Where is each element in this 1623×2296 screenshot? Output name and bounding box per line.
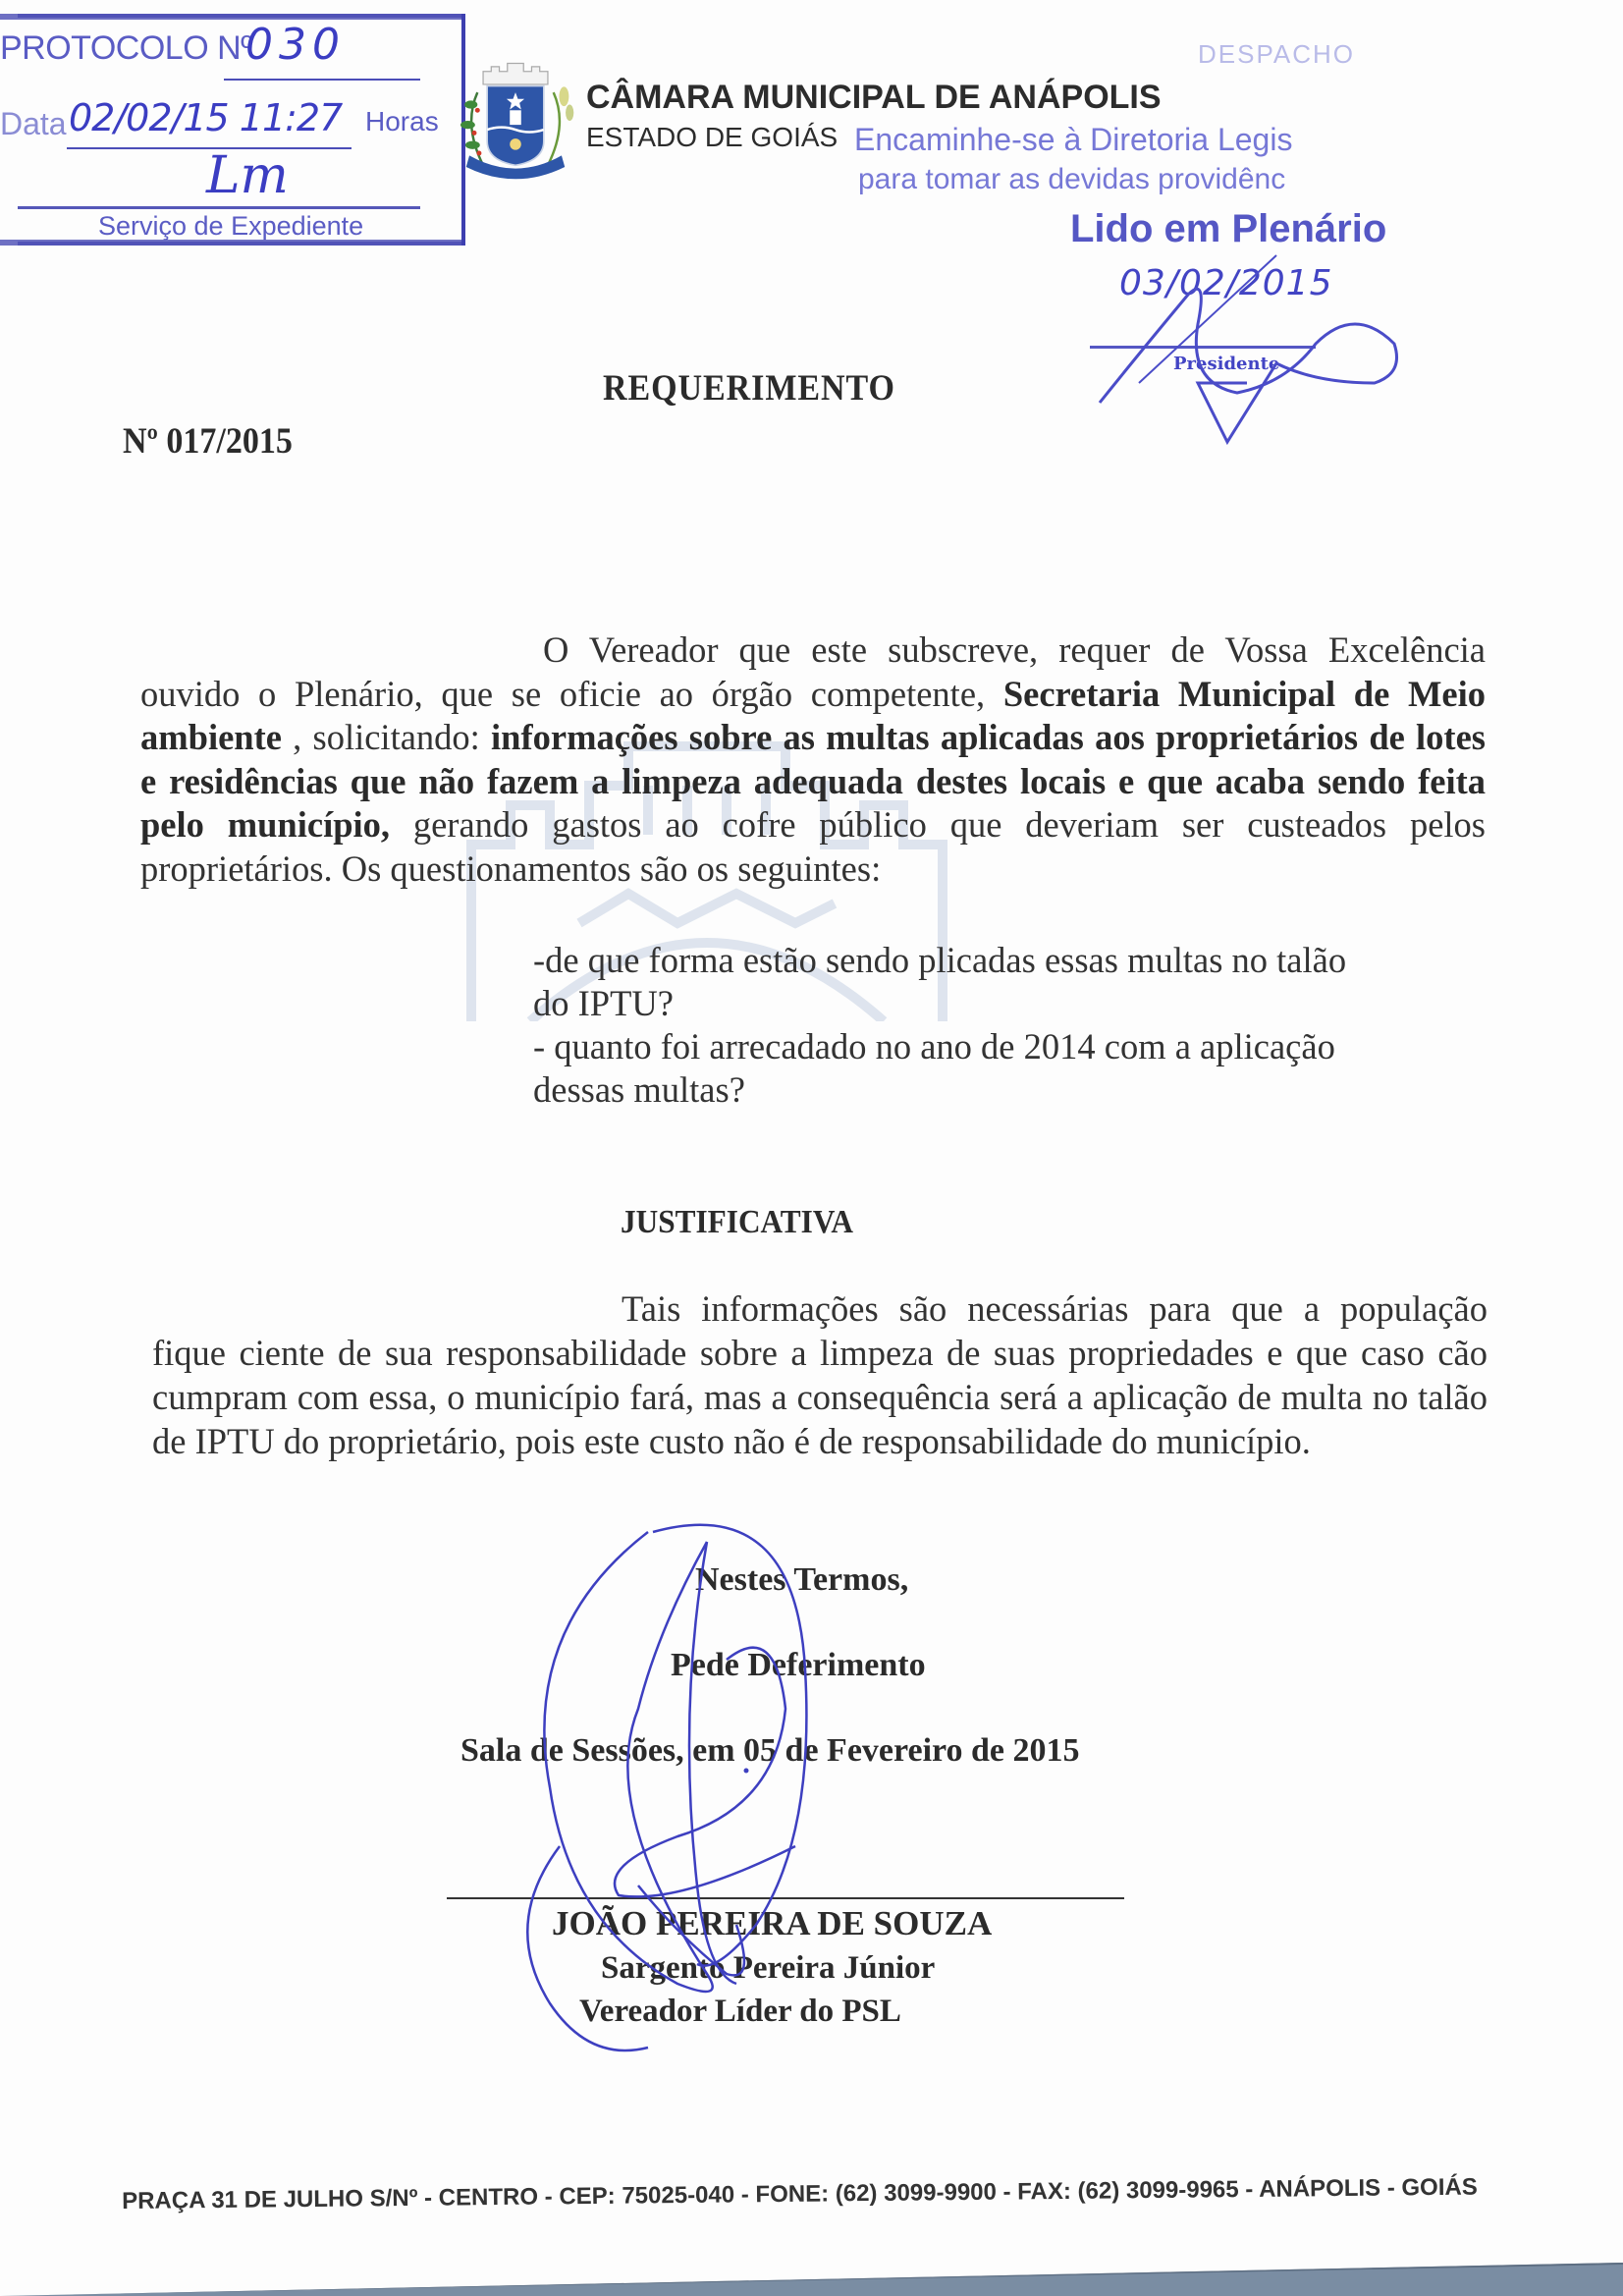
footer-address: PRAÇA 31 DE JULHO S/Nº - CENTRO - CEP: 75025-040 - FONE: (62) 3099-9900 - FAX: (62) 3099-9965 - ANÁPOLIS - GOIÁS — [122, 2173, 1478, 2214]
dispatch-stamp-line-2: para tomar as devidas providênc — [858, 163, 1286, 195]
stamp-border-top — [0, 14, 461, 20]
signer-alias: Sargento Pereira Júnior — [601, 1950, 936, 1986]
protocol-date: 02/02/15 — [69, 96, 229, 139]
request-paragraph — [140, 629, 1486, 891]
request-text-end: gerando gastos ao cofre público que deveriam ser custeados pelos proprietários. Os questionamentos são os seguintes: — [140, 804, 1486, 889]
organization-state: ESTADO DE GOIÁS — [586, 122, 839, 152]
plenary-signature-label: Presidente — [1173, 354, 1280, 374]
protocol-number-underline — [224, 79, 420, 81]
protocol-hours-label: Horas — [365, 106, 439, 137]
signer-name: JOÃO PEREIRA DE SOUZA — [552, 1904, 993, 1942]
organization-name: CÂMARA MUNICIPAL DE ANÁPOLIS — [586, 79, 1162, 116]
question-line: dessas multas? — [533, 1069, 745, 1110]
request-text-solicit: , solicitando: — [281, 717, 492, 757]
dispatch-stamp-title: DESPACHO — [1198, 39, 1355, 69]
justification-title: JUSTIFICATIVA — [621, 1204, 853, 1240]
plenary-read-stamp: Lido em Plenário — [1070, 207, 1387, 250]
coffee-branch-icon — [460, 92, 483, 165]
president-signature-icon — [1080, 236, 1404, 452]
dispatch-stamp-line-1: Encaminhe-se à Diretoria Legis — [854, 122, 1293, 157]
protocol-number: 030 — [245, 20, 346, 70]
closing-request: Pede Deferimento — [671, 1647, 926, 1683]
protocol-label: PROTOCOLO Nº — [0, 29, 253, 67]
document-title: REQUERIMENTO — [603, 368, 895, 409]
closing-terms: Nestes Termos, — [695, 1561, 909, 1598]
handwritten-signature-icon — [481, 1512, 992, 2062]
questions-list — [533, 939, 1476, 1112]
signer-role: Vereador Líder do PSL — [579, 1994, 901, 2029]
request-agency: Secretaria Municipal de Meio ambiente — [140, 673, 1487, 757]
closing-place-date: Sala de Sessões, em 05 de Fevereiro de 2015 — [460, 1732, 1080, 1769]
protocol-date-time — [69, 96, 342, 139]
request-text-intro: O Vereador que este subscreve, requer de Vossa Excelência ouvido o Plenário, que se oficie ao órgão competente, — [140, 629, 1486, 714]
plenary-read-date: 03/02/2015 — [1119, 263, 1333, 303]
question-line: -de que forma estão sendo plicadas essas multas no talão — [533, 940, 1347, 980]
protocol-rule — [18, 206, 420, 209]
protocol-footer: Serviço de Expediente — [98, 211, 364, 241]
protocol-time: 11:27 — [239, 96, 343, 139]
question-line: - quanto foi arrecadado no ano de 2014 com a aplicação — [533, 1026, 1335, 1066]
protocol-date-label: Data — [0, 106, 67, 141]
coat-of-arms-icon — [447, 47, 584, 194]
rice-branch-icon — [548, 86, 573, 165]
protocol-initials-signature: Lm — [206, 146, 289, 205]
shield-icon — [487, 86, 544, 166]
crown-icon — [483, 64, 548, 84]
justification-paragraph — [152, 1286, 1488, 1463]
scan-edge-shadow — [0, 2249, 1623, 2296]
document-number: Nº 017/2015 — [123, 421, 293, 462]
request-subject: informações sobre as multas aplicadas aos proprietários de lotes e residências que não fazem a limpeza adequada destes locais e que acaba sendo feita pelo município, — [140, 717, 1486, 845]
question-line: do IPTU? — [533, 983, 674, 1023]
justification-text: Tais informações são necessárias para que a população fique ciente de sua responsabilidade sobre a limpeza de suas propriedades e que caso cão cumpram com essa, o município fará, mas a consequência será a aplicação de multa no talão de IPTU do proprietário, pois este custo não é de responsabilidade do município. — [152, 1288, 1488, 1461]
